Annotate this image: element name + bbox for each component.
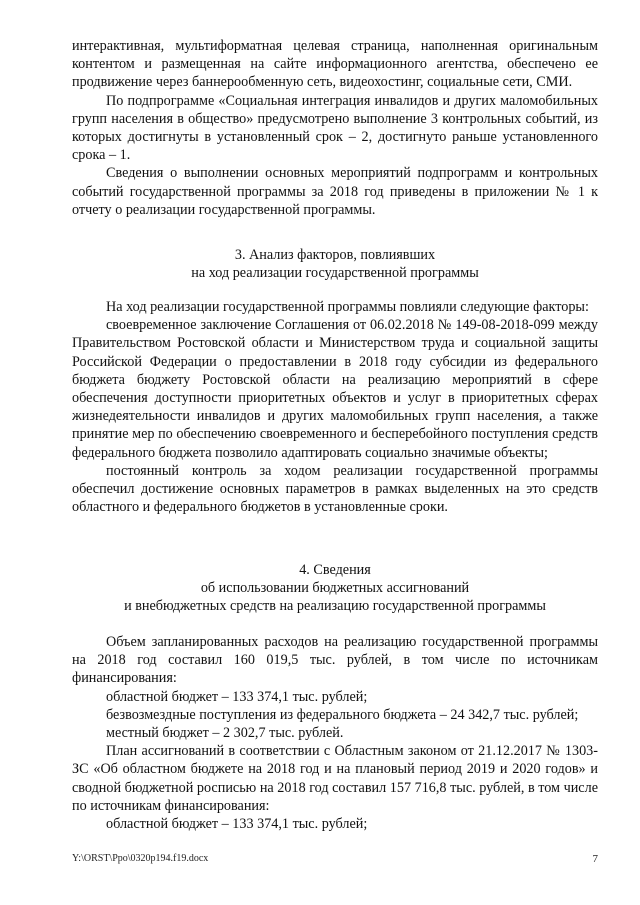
section-3-title-line-1: 3. Анализ факторов, повлиявших [234,247,436,263]
section-4-heading [72,561,598,616]
paragraph-appendix-reference: Сведения о выполнении основных мероприятий подпрограмм и контрольных событий государственной программы за 2018 год приведены в приложении № 1 к отчету о реализации государственной программы. [72,165,598,218]
paragraph-agreement: своевременное заключение Соглашения от 06.02.2018 № 149-08-2018-099 между Правительством Ростовской области и Министерством труда и социальной защиты Российской Федерации о предоставлении в 2018 году субсидии из федерального бюджета бюджету Ростовской области на реализацию мероприятий в сфере обеспечения доступности приоритетных объектов и услуг в приоритетных сферах жизнедеятельности инвалидов и других маломобильных групп населения, а также принятие мер по обеспечению своевременного и бесперебойного поступления средств федерального бюджета позволило адаптировать социально значимые объекты; [72,317,598,461]
top-text-block [72,37,598,219]
paragraph-regional-budget: областной бюджет – 133 374,1 тыс. рублей; [106,688,368,705]
paragraph-subprogram: По подпрограмме «Социальная интеграция инвалидов и других маломобильных групп населения в общество» предусмотрено выполнение 3 контрольных событий, из которых достигнуты в установленный срок – 2, достигнуто раньше установленного срока – 1. [72,92,598,164]
section-4-title-line-3: и внебюджетных средств на реализацию государственной программы [124,598,546,615]
paragraph-federal-receipts: безвозмездные поступления из федерального бюджета – 24 342,7 тыс. рублей; [106,706,579,723]
section-3-heading [72,246,598,282]
section-4-body [72,633,598,833]
paragraph-control: постоянный контроль за ходом реализации государственной программы обеспечил достижение основных параметров в рамках выделенных на это средств областного и федерального бюджетов в установленные сроки. [72,462,598,516]
section-4-title-line-1: 4. Сведения [299,562,371,578]
page-number: 7 [592,853,598,865]
section-3-body [72,298,598,516]
paragraph-planned-expenses: Объем запланированных расходов на реализацию государственной программы на 2018 год составил 160 019,5 тыс. рублей, в том числе по источникам финансирования: [72,634,598,687]
paragraph-allocation-plan: План ассигнований в соответствии с Областным законом от 21.12.2017 № 1303-ЗС «Об областном бюджете на 2018 год и на плановый период 2019 и 2020 годов» и сводной бюджетной росписью на 2018 год составил 157 716,8 тыс. рублей, в том числе по источникам финансирования: [72,743,598,814]
file-path: Y:\ORST\Ppo\0320p194.f19.docx [72,853,209,864]
paragraph-local-budget: местный бюджет – 2 302,7 тыс. рублей. [106,725,344,742]
paragraph-factors-intro: На ход реализации государственной программы повлияли следующие факторы: [106,299,589,315]
section-4-title-line-2: об использовании бюджетных ассигнований [200,580,470,597]
paragraph-regional-budget-2: областной бюджет – 133 374,1 тыс. рублей; [106,816,368,833]
section-3-title-line-2: на ход реализации государственной программы [191,265,479,282]
paragraph-continued: интерактивная, мультиформатная целевая страница, наполненная оригинальным контентом и размещенная на сайте информационного агентства, обеспечено ее продвижение через баннерообменную сеть, видеохостинг, социальные сети, СМИ. [72,38,598,91]
